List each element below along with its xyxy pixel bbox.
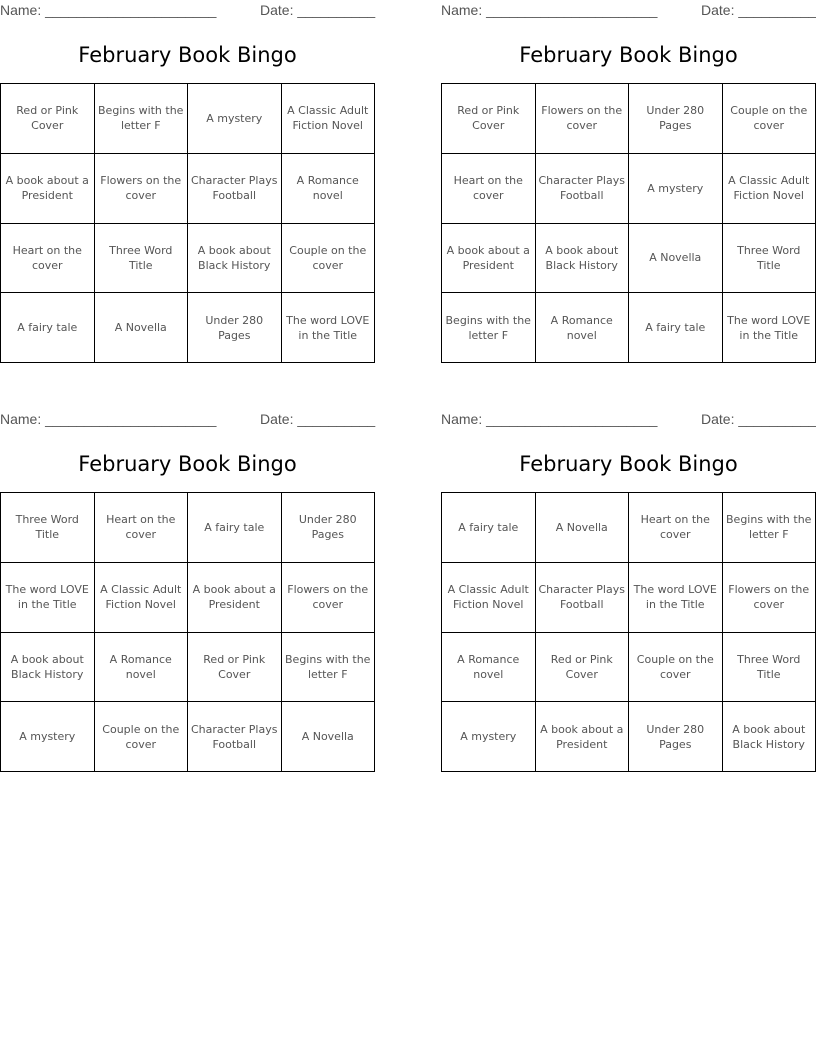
bingo-cell: The word LOVE in the Title	[629, 562, 723, 632]
bingo-grid	[0, 492, 375, 772]
card-title: February Book Bingo	[78, 43, 297, 67]
card-title: February Book Bingo	[519, 43, 738, 67]
bingo-cell: Couple on the cover	[281, 223, 375, 293]
date-field[interactable]: Date: __________	[701, 411, 816, 427]
bingo-cell: A Romance novel	[94, 632, 188, 702]
bingo-cell: A mystery	[442, 702, 536, 772]
bingo-cell: Red or Pink Cover	[1, 84, 95, 154]
bingo-cell: Flowers on the cover	[281, 562, 375, 632]
name-field[interactable]: Name: ______________________	[441, 2, 658, 18]
bingo-cell: The word LOVE in the Title	[281, 293, 375, 363]
bingo-cell: A Novella	[94, 293, 188, 363]
bingo-cell: Begins with the letter F	[442, 293, 536, 363]
bingo-cell: A Romance novel	[442, 632, 536, 702]
grid-row	[442, 223, 816, 293]
grid-row	[442, 293, 816, 363]
bingo-cell: A book about a President	[188, 562, 282, 632]
card-header	[0, 0, 375, 22]
bingo-cell: A book about a President	[535, 702, 629, 772]
bingo-cell: Heart on the cover	[94, 493, 188, 563]
bingo-cell: Under 280 Pages	[629, 84, 723, 154]
card-title: February Book Bingo	[78, 452, 297, 476]
bingo-cell: Under 280 Pages	[281, 493, 375, 563]
name-field[interactable]: Name: ______________________	[441, 411, 658, 427]
bingo-card	[441, 0, 816, 360]
card-header	[441, 0, 816, 22]
card-header	[0, 409, 375, 431]
grid-row	[442, 153, 816, 223]
bingo-cell: Flowers on the cover	[722, 562, 816, 632]
bingo-cell: Three Word Title	[722, 632, 816, 702]
bingo-cell: A Classic Adult Fiction Novel	[722, 153, 816, 223]
bingo-cell: A Novella	[281, 702, 375, 772]
grid-row	[1, 153, 375, 223]
date-field[interactable]: Date: __________	[260, 411, 376, 427]
bingo-cell: A book about Black History	[535, 223, 629, 293]
bingo-cell: Red or Pink Cover	[442, 84, 536, 154]
bingo-cell: Couple on the cover	[629, 632, 723, 702]
bingo-grid	[441, 83, 816, 363]
bingo-cell: Under 280 Pages	[188, 293, 282, 363]
bingo-cell: Flowers on the cover	[535, 84, 629, 154]
card-title: February Book Bingo	[519, 452, 738, 476]
bingo-cell: Three Word Title	[1, 493, 95, 563]
grid-row	[442, 702, 816, 772]
grid-row	[442, 632, 816, 702]
grid-row	[1, 493, 375, 563]
bingo-cell: A Romance novel	[281, 153, 375, 223]
bingo-cell: A Novella	[629, 223, 723, 293]
bingo-cell: Three Word Title	[722, 223, 816, 293]
card-header	[441, 409, 816, 431]
bingo-cell: A Classic Adult Fiction Novel	[442, 562, 536, 632]
bingo-cell: A fairy tale	[442, 493, 536, 563]
bingo-cell: Flowers on the cover	[94, 153, 188, 223]
bingo-cell: Begins with the letter F	[281, 632, 375, 702]
bingo-cell: A fairy tale	[188, 493, 282, 563]
bingo-cell: A book about a President	[442, 223, 536, 293]
grid-row	[442, 493, 816, 563]
bingo-cell: Character Plays Football	[188, 702, 282, 772]
bingo-cell: The word LOVE in the Title	[722, 293, 816, 363]
bingo-cell: A mystery	[629, 153, 723, 223]
grid-row	[1, 562, 375, 632]
bingo-cell: A mystery	[188, 84, 282, 154]
bingo-cell: A Novella	[535, 493, 629, 563]
bingo-cell: Couple on the cover	[722, 84, 816, 154]
bingo-cell: Couple on the cover	[94, 702, 188, 772]
bingo-cell: The word LOVE in the Title	[1, 562, 95, 632]
bingo-cell: Under 280 Pages	[629, 702, 723, 772]
grid-row	[442, 562, 816, 632]
date-field[interactable]: Date: __________	[260, 2, 376, 18]
bingo-grid	[441, 492, 816, 772]
bingo-cell: A fairy tale	[629, 293, 723, 363]
date-field[interactable]: Date: __________	[701, 2, 816, 18]
bingo-cell: A book about Black History	[722, 702, 816, 772]
bingo-cell: Character Plays Football	[188, 153, 282, 223]
bingo-cell: A Romance novel	[535, 293, 629, 363]
bingo-cell: Heart on the cover	[442, 153, 536, 223]
grid-row	[1, 702, 375, 772]
name-field[interactable]: Name: ______________________	[0, 2, 217, 18]
grid-row	[1, 84, 375, 154]
bingo-cell: Heart on the cover	[1, 223, 95, 293]
bingo-cell: Character Plays Football	[535, 153, 629, 223]
bingo-cell: A book about a President	[1, 153, 95, 223]
bingo-cell: A mystery	[1, 702, 95, 772]
bingo-card	[0, 0, 375, 360]
bingo-cell: Heart on the cover	[629, 493, 723, 563]
grid-row	[1, 223, 375, 293]
bingo-cell: Begins with the letter F	[94, 84, 188, 154]
bingo-card	[0, 409, 375, 769]
bingo-cell: A fairy tale	[1, 293, 95, 363]
bingo-cell: Red or Pink Cover	[188, 632, 282, 702]
bingo-cell: A book about Black History	[1, 632, 95, 702]
grid-row	[1, 293, 375, 363]
bingo-cell: A Classic Adult Fiction Novel	[94, 562, 188, 632]
bingo-cell: Red or Pink Cover	[535, 632, 629, 702]
grid-row	[1, 632, 375, 702]
grid-row	[442, 84, 816, 154]
bingo-grid	[0, 83, 375, 363]
bingo-card	[441, 409, 816, 769]
bingo-cell: Begins with the letter F	[722, 493, 816, 563]
bingo-cell: A Classic Adult Fiction Novel	[281, 84, 375, 154]
bingo-cell: Character Plays Football	[535, 562, 629, 632]
bingo-cell: A book about Black History	[188, 223, 282, 293]
name-field[interactable]: Name: ______________________	[0, 411, 217, 427]
bingo-cell: Three Word Title	[94, 223, 188, 293]
